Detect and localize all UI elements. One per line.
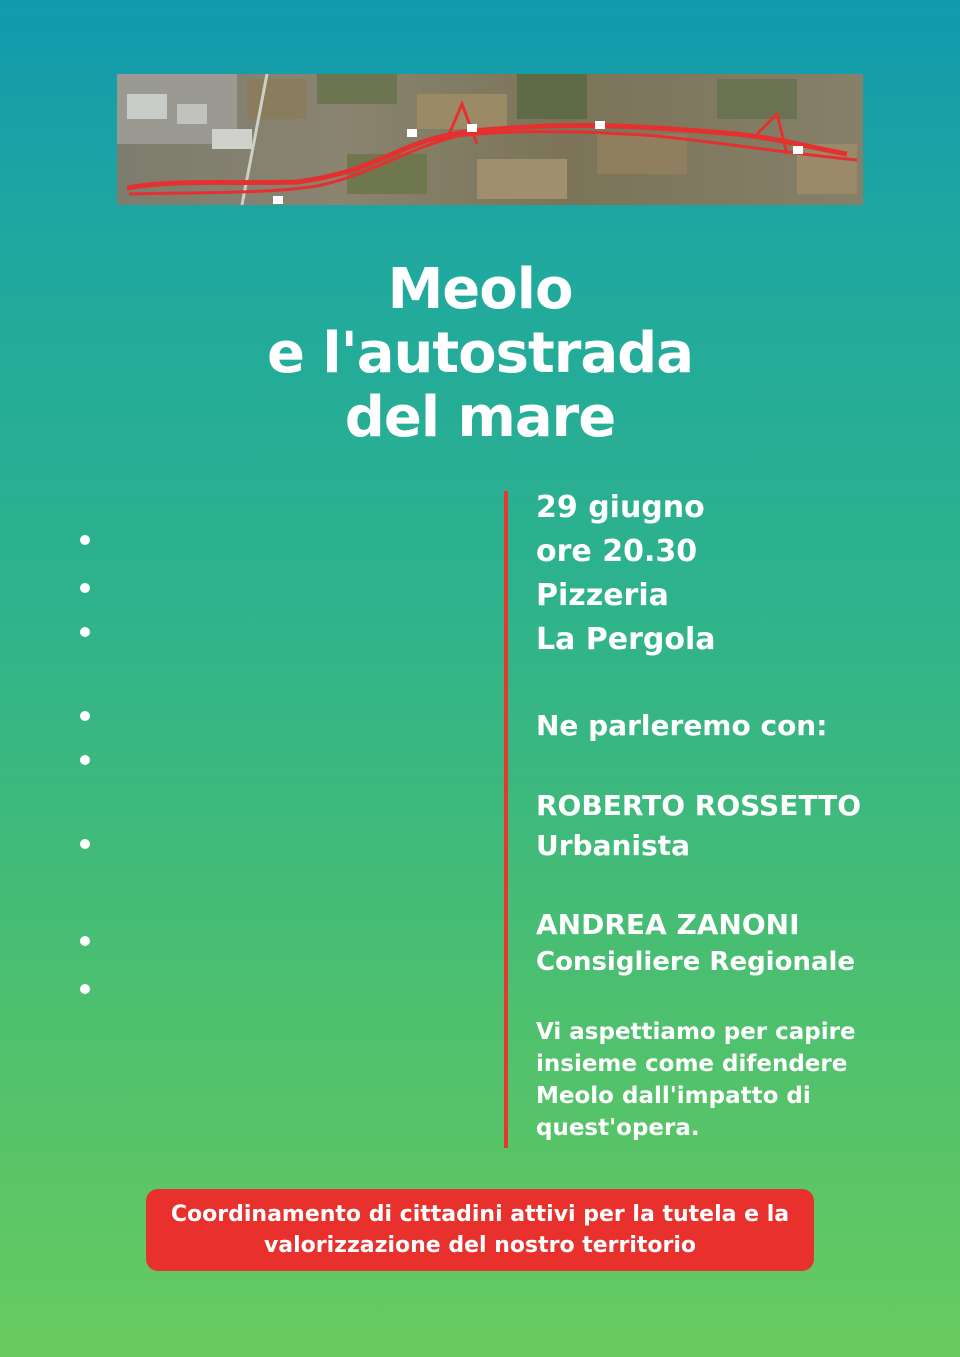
footer-line-1: Coordinamento di cittadini attivi per la tutela e la: [170, 1202, 790, 1227]
invite-line: insieme come difendere: [536, 1051, 848, 1077]
footer-banner: [146, 1189, 814, 1271]
speaker-name: ROBERTO ROSSETTO: [536, 789, 861, 822]
page-title: [0, 258, 960, 450]
marker-icon: [273, 196, 283, 204]
marker-icon: [407, 129, 417, 137]
bullet-icon: [80, 755, 90, 765]
building: [212, 129, 252, 149]
bullet-icon: [80, 583, 90, 593]
marker-icon: [595, 121, 605, 129]
bullet-icon: [80, 535, 90, 545]
route-map-image: [117, 74, 863, 205]
field: [417, 94, 507, 129]
field: [247, 79, 307, 119]
event-date: 29 giugno: [536, 490, 705, 525]
speakers-heading: Ne parleremo con:: [536, 709, 828, 742]
field: [597, 134, 687, 174]
bullet-icon: [80, 839, 90, 849]
event-venue-line-1: Pizzeria: [536, 578, 669, 613]
invite-line: Meolo dall'impatto di: [536, 1083, 811, 1109]
bullet-icon: [80, 936, 90, 946]
speaker-role: Urbanista: [536, 829, 690, 862]
speaker-name: ANDREA ZANONI: [536, 908, 800, 941]
bullet-icon: [80, 711, 90, 721]
title-line-3: del mare: [344, 385, 616, 450]
invite-line: Vi aspettiamo per capire: [536, 1019, 856, 1045]
event-time: ore 20.30: [536, 534, 698, 569]
speaker-role: Consigliere Regionale: [536, 947, 856, 977]
bullet-icon: [80, 627, 90, 637]
building: [177, 104, 207, 124]
event-venue-line-2: La Pergola: [536, 622, 716, 657]
marker-icon: [793, 146, 803, 154]
footer-line-2: valorizzazione del nostro territorio: [263, 1233, 697, 1258]
invite-line: quest'opera.: [536, 1115, 700, 1141]
vertical-divider: [504, 491, 508, 1148]
field: [717, 79, 797, 119]
field: [317, 74, 397, 104]
marker-icon: [467, 124, 477, 132]
title-line-1: Meolo: [387, 257, 573, 322]
field: [517, 74, 587, 119]
title-line-2: e l'autostrada: [266, 321, 694, 386]
map-drawing: [117, 74, 863, 205]
field: [477, 159, 567, 199]
bullet-icon: [80, 984, 90, 994]
building: [127, 94, 167, 119]
